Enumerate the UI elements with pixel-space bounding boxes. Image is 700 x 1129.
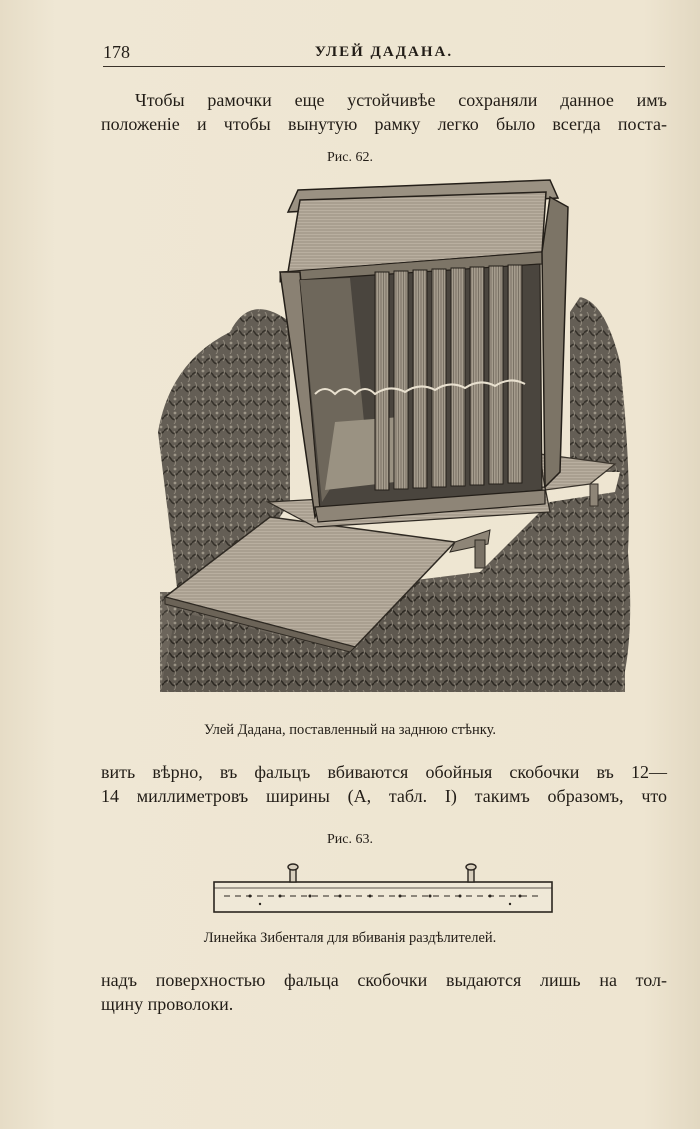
paragraph-2-line-1: вить вѣрно, въ фальцъ вбиваются обойныя скобочки въ 12—: [101, 762, 667, 782]
paragraph-1: [101, 88, 667, 136]
running-head: [103, 40, 665, 66]
header-rule: [103, 66, 665, 67]
running-title: УЛЕЙ ДАДАНА.: [314, 44, 454, 60]
figure-63-label: Рис. 63.: [327, 832, 373, 847]
paragraph-1-line-2: положенiе и чтобы вынутую рамку легко было всегда поста-: [101, 114, 667, 134]
figure-62-label: Рис. 62.: [327, 150, 373, 165]
paragraph-1-line-1: Чтобы рамочки еще устойчивѣе сохраняли данное имъ: [135, 90, 667, 110]
figure-63-caption: Линейка Зибенталя для вбиванiя раздѣлителей.: [203, 930, 497, 946]
figure-62-hive-illustration: [150, 172, 635, 700]
paragraph-2: [101, 760, 667, 808]
paragraph-3: [101, 968, 667, 1016]
paragraph-3-line-1: надъ поверхностью фальца скобочки выдаются лишь на тол-: [101, 970, 667, 990]
page-number: 178: [103, 42, 130, 62]
paragraph-2-line-2: 14 миллиметровъ ширины (А, табл. I) такимъ образомъ, что: [101, 786, 667, 806]
figure-62-caption: Улей Дадана, поставленный на заднюю стѣнку.: [203, 722, 497, 738]
figure-63-ruler-illustration: [210, 860, 556, 918]
paragraph-3-line-2: щину проволоки.: [101, 994, 234, 1014]
